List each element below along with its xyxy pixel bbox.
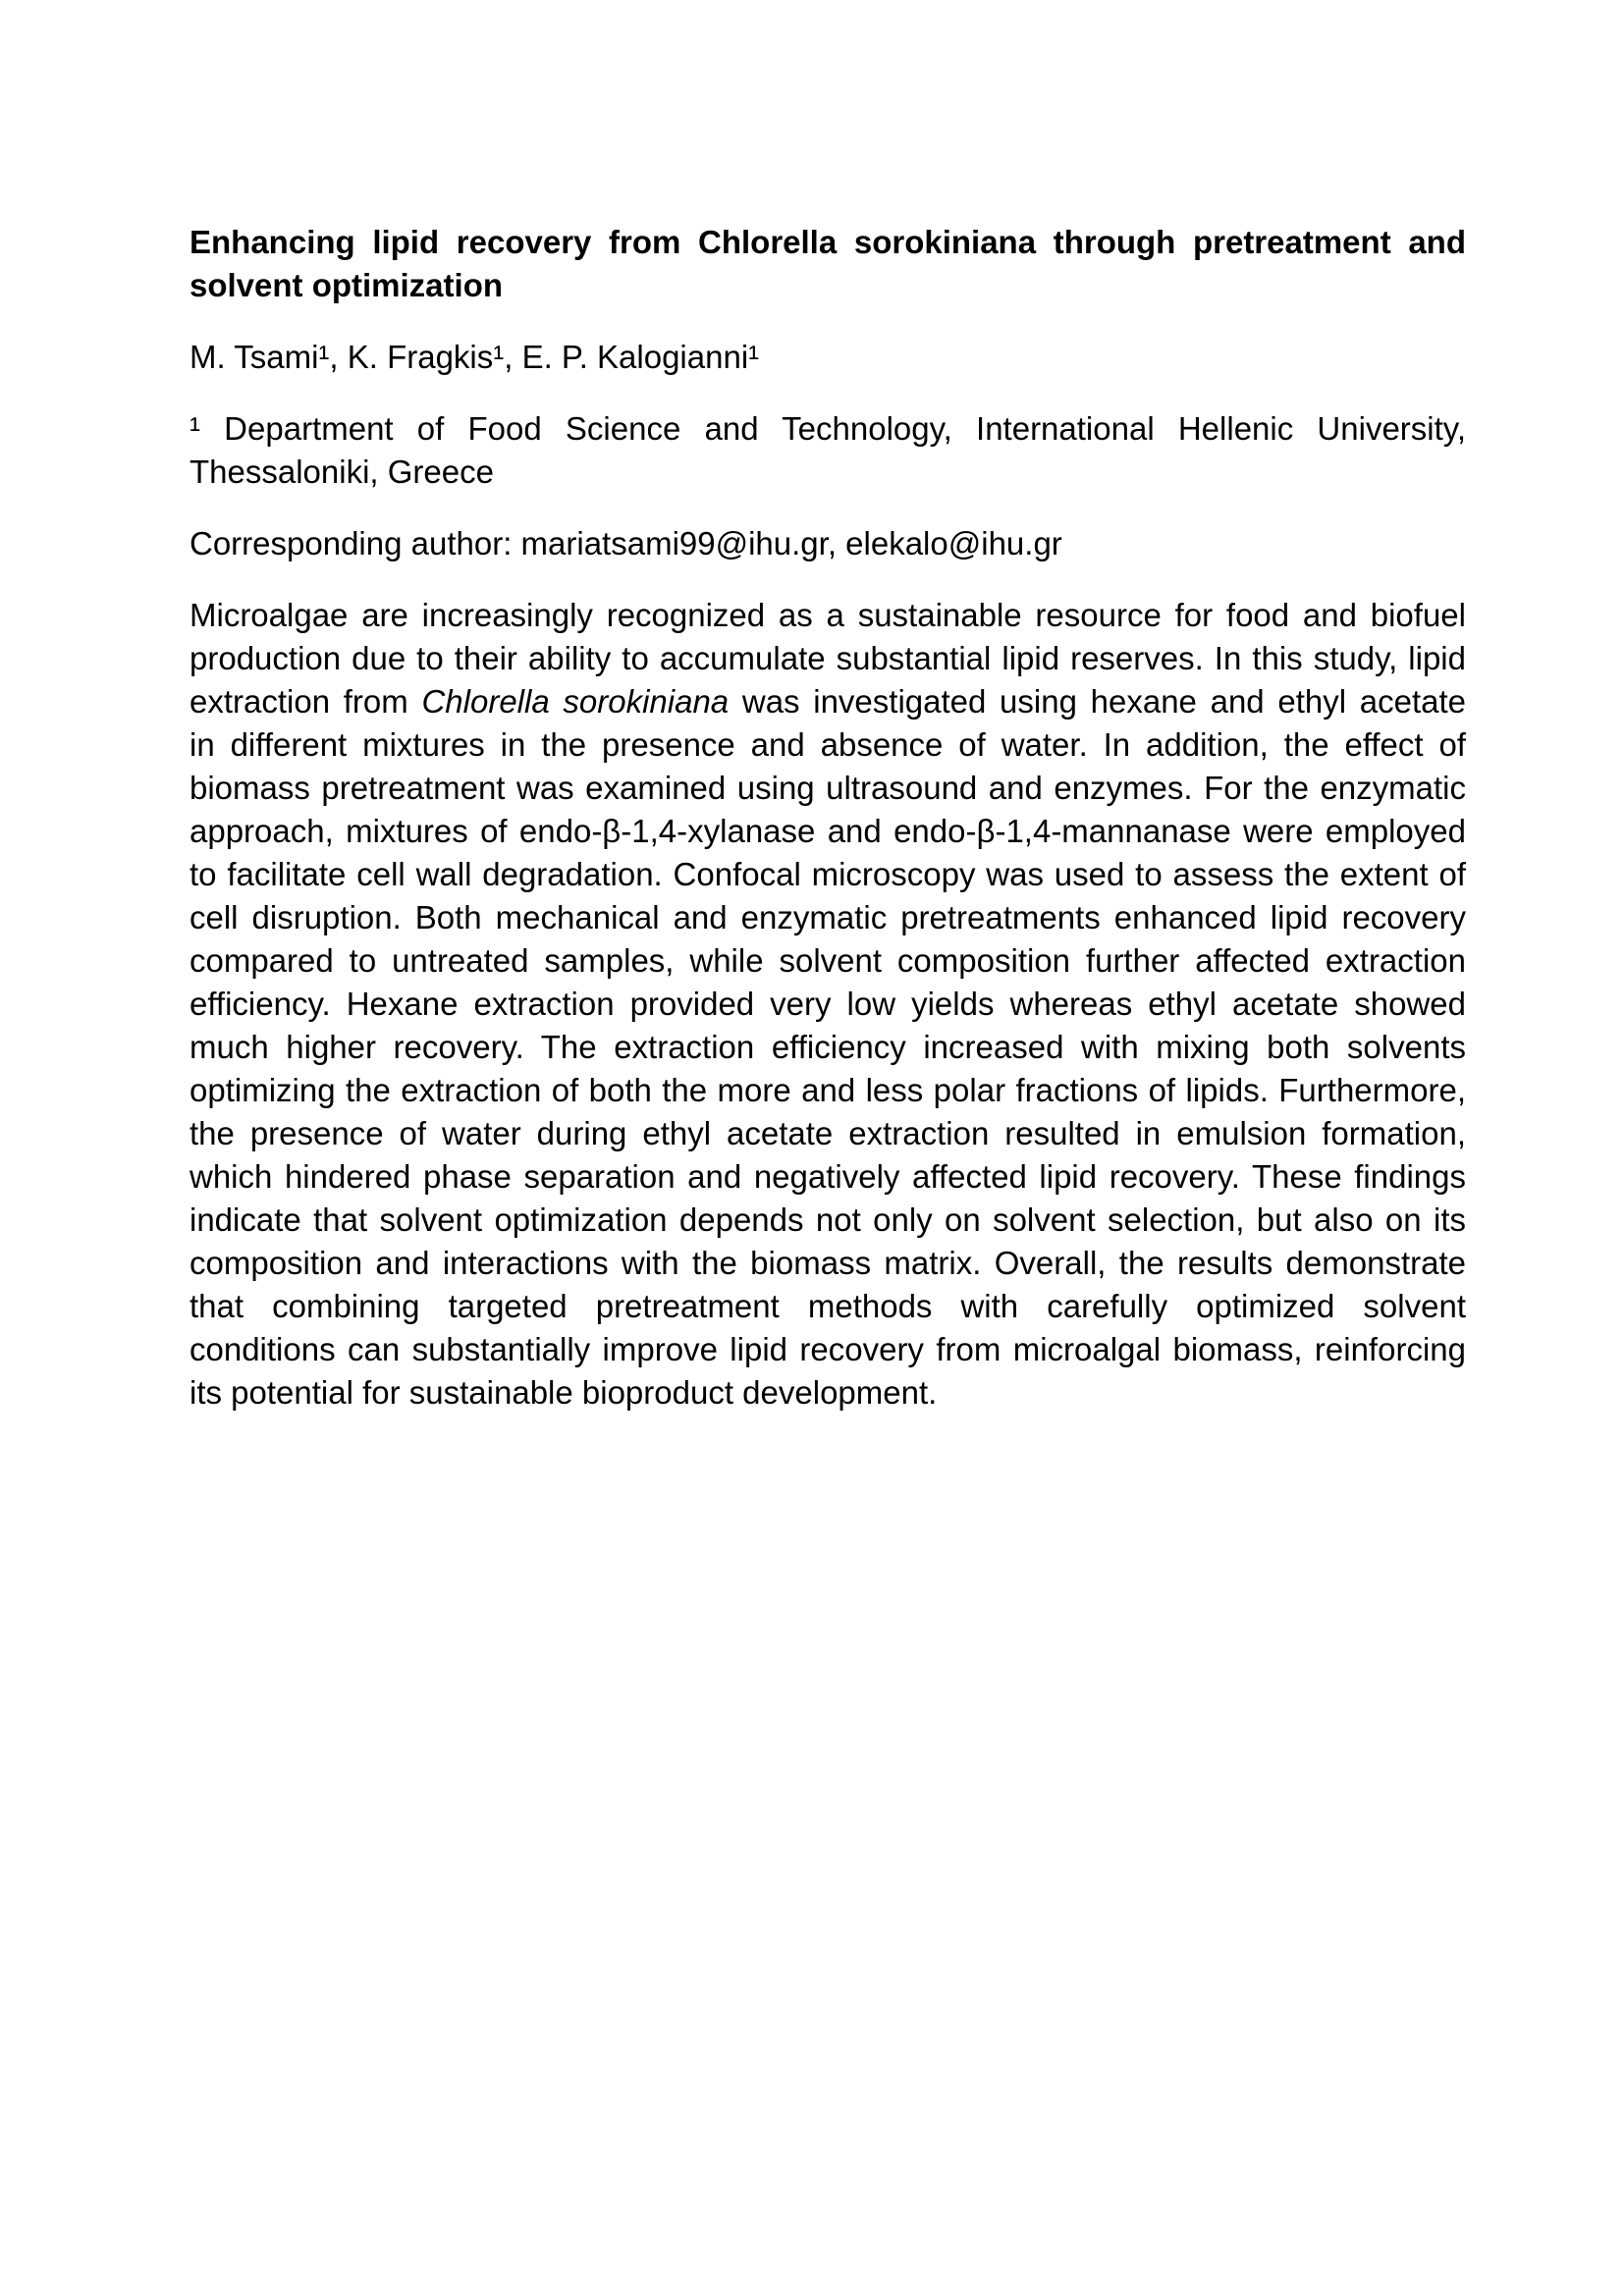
abstract-line	[189, 1112, 1466, 1155]
abstract-line	[189, 1242, 1466, 1285]
abstract-line	[189, 1155, 1466, 1199]
species-name-italic: Chlorella sorokiniana	[421, 683, 730, 720]
abstract-text-segment: production due to their ability to accumulate substantial lipid reserves. In this study, lipid	[189, 640, 1466, 676]
title-line-1: Enhancing lipid recovery from Chlorella sorokiniana through pretreatment and	[189, 224, 1466, 260]
abstract-text-segment: in different mixtures in the presence and absence of water. In addition, the effect of	[189, 726, 1466, 763]
abstract-line	[189, 1069, 1466, 1112]
affiliation-line-1: ¹ Department of Food Science and Technology, International Hellenic University,	[189, 410, 1466, 447]
abstract-text-segment: approach, mixtures of endo-β-1,4-xylanase and endo-β-1,4-mannanase were employed	[189, 813, 1466, 849]
abstract-text-segment: was investigated using hexane and ethyl acetate	[729, 683, 1466, 720]
abstract-line	[189, 853, 1466, 896]
abstract-text-segment: efficiency. Hexane extraction provided very low yields whereas ethyl acetate showed	[189, 986, 1466, 1022]
affiliation	[189, 407, 1466, 494]
abstract-text-segment: Microalgae are increasingly recognized as a sustainable resource for food and biofuel	[189, 597, 1466, 633]
abstract-text-segment: much higher recovery. The extraction efficiency increased with mixing both solvents	[189, 1029, 1466, 1065]
authors-line: M. Tsami¹, K. Fragkis¹, E. P. Kalogianni¹	[189, 339, 760, 375]
abstract-text-segment: the presence of water during ethyl acetate extraction resulted in emulsion formation,	[189, 1115, 1466, 1151]
abstract-text-segment: composition and interactions with the biomass matrix. Overall, the results demonstrate	[189, 1245, 1466, 1281]
title-line-2: solvent optimization	[189, 267, 504, 303]
abstract-text-segment: optimizing the extraction of both the more and less polar fractions of lipids. Furthermore,	[189, 1072, 1466, 1108]
abstract-line	[189, 1026, 1466, 1069]
abstract-line	[189, 637, 1466, 680]
abstract-line	[189, 810, 1466, 853]
abstract-text-segment: which hindered phase separation and negatively affected lipid recovery. These findings	[189, 1158, 1466, 1195]
abstract-text-segment: biomass pretreatment was examined using ultrasound and enzymes. For the enzymatic	[189, 770, 1466, 806]
abstract-line	[189, 723, 1466, 767]
abstract-text-segment: that combining targeted pretreatment methods with carefully optimized solvent	[189, 1288, 1466, 1324]
abstract-text-segment: its potential for sustainable bioproduct development.	[189, 1374, 938, 1411]
abstract-line	[189, 1285, 1466, 1328]
abstract-line	[189, 939, 1466, 983]
abstract-paragraph	[189, 594, 1466, 1415]
abstract-text-segment: compared to untreated samples, while solvent composition further affected extraction	[189, 942, 1466, 979]
abstract-line	[189, 680, 1466, 723]
abstract-line	[189, 1199, 1466, 1242]
abstract-line	[189, 594, 1466, 637]
abstract-text-segment: cell disruption. Both mechanical and enzymatic pretreatments enhanced lipid recovery	[189, 899, 1466, 935]
abstract-text-segment: indicate that solvent optimization depends not only on solvent selection, but also on its	[189, 1201, 1466, 1238]
abstract-line	[189, 1328, 1466, 1371]
corresponding-author-line: Corresponding author: mariatsami99@ihu.gr, elekalo@ihu.gr	[189, 525, 1062, 561]
abstract-line	[189, 767, 1466, 810]
affiliation-line-2: Thessaloniki, Greece	[189, 454, 494, 490]
abstract-text-segment: conditions can substantially improve lipid recovery from microalgal biomass, reinforcing	[189, 1331, 1466, 1367]
paper-title	[189, 221, 1466, 307]
abstract-line	[189, 1371, 1466, 1415]
abstract-line	[189, 983, 1466, 1026]
abstract-line	[189, 896, 1466, 939]
abstract-text-segment: extraction from	[189, 683, 422, 720]
abstract-text-segment: to facilitate cell wall degradation. Confocal microscopy was used to assess the extent of	[189, 856, 1466, 892]
